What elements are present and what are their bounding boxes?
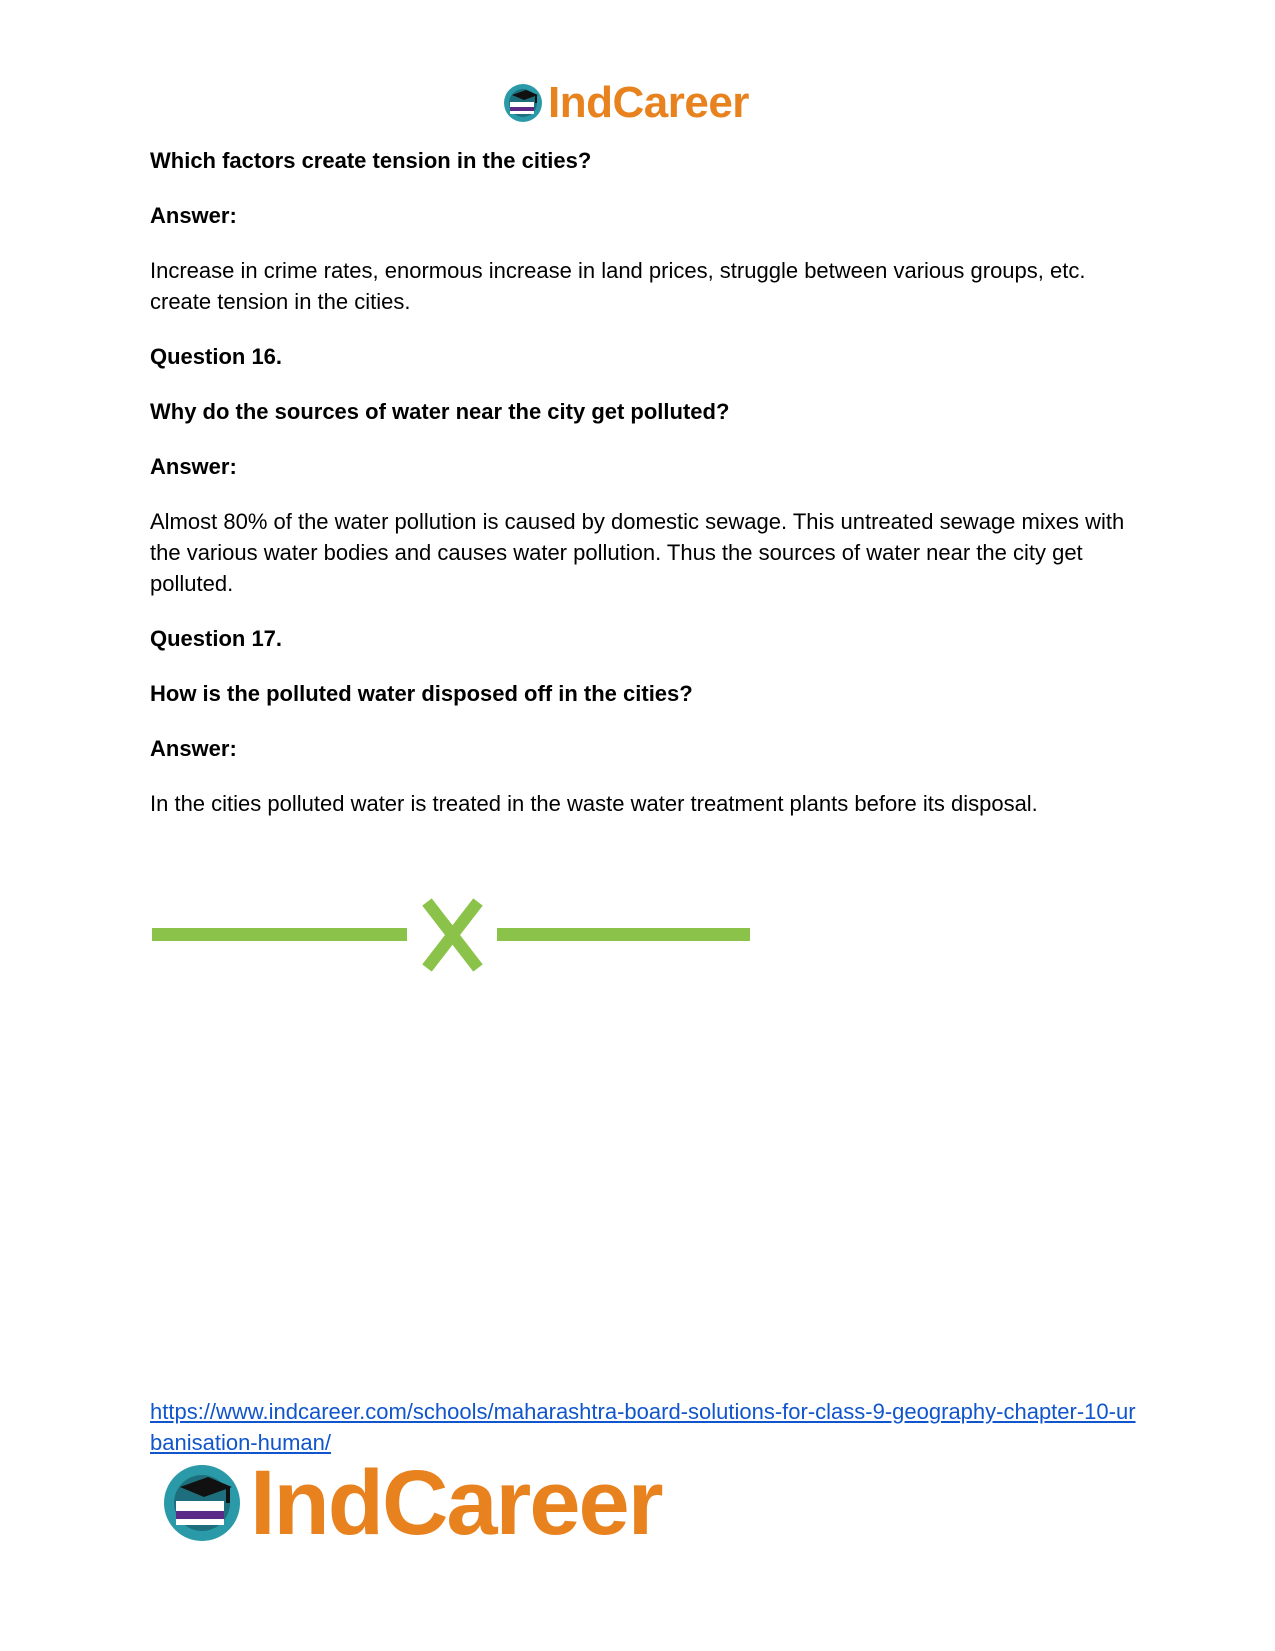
graduation-book-icon — [160, 1461, 244, 1545]
footer-logo — [160, 1452, 662, 1554]
question-number: Question 17. — [150, 626, 283, 651]
answer-label: Answer: — [150, 736, 237, 761]
answer-text: Almost 80% of the water pollution is caused by domestic sewage. This untreated sewage mixes with the various water bodies and causes water pollution. Thus the sources of water near the city get polluted. — [150, 509, 1125, 596]
header-logo — [502, 80, 749, 126]
question-number: Question 16. — [150, 344, 283, 369]
graduation-book-icon — [502, 82, 544, 124]
question-text: Which factors create tension in the cities? — [150, 148, 592, 173]
question-text: Why do the sources of water near the city get polluted? — [150, 399, 730, 424]
answer-label: Answer: — [150, 203, 237, 228]
answer-label: Answer: — [150, 454, 237, 479]
footer-logo-text: IndCareer — [250, 1452, 662, 1554]
section-divider — [150, 895, 750, 980]
document-body — [150, 145, 1130, 819]
source-link[interactable]: https://www.indcareer.com/schools/maharashtra-board-solutions-for-class-9-geography-chapter-10-urbanisation-human/ — [150, 1399, 1136, 1455]
header-logo-text: IndCareer — [548, 78, 749, 127]
answer-text: Increase in crime rates, enormous increase in land prices, struggle between various groups, etc. create tension in the cities. — [150, 258, 1086, 314]
answer-text: In the cities polluted water is treated in the waste water treatment plants before its disposal. — [150, 791, 1038, 816]
question-text: How is the polluted water disposed off in the cities? — [150, 681, 693, 706]
